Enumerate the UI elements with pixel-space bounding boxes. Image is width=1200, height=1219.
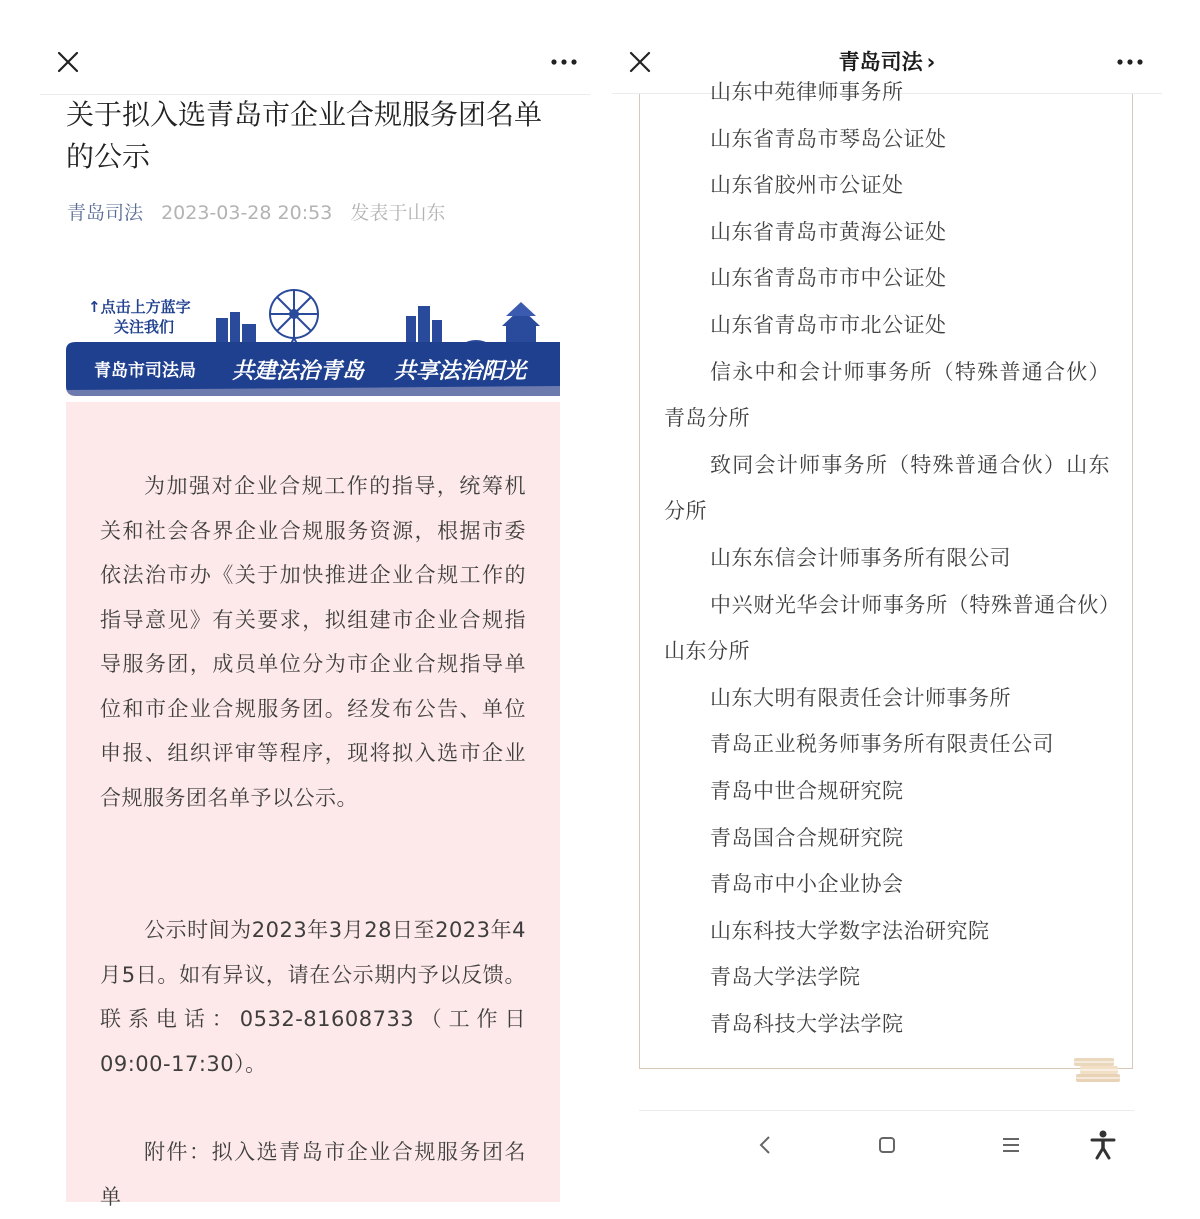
home-icon: [878, 1136, 896, 1154]
publish-time: 2023-03-28 20:53: [161, 202, 333, 224]
attachment-paragraph: 附件：拟入选青岛市企业合规服务团名单: [100, 1140, 526, 1209]
header-banner: [66, 286, 560, 396]
member-list-item: 山东省青岛市琴岛公证处: [710, 126, 947, 151]
article-meta: [67, 198, 445, 225]
nav-divider: [639, 1110, 1134, 1111]
member-list-item: 青岛中世合规研究院: [710, 778, 904, 803]
more-icon: [1116, 58, 1144, 66]
more-icon: [550, 58, 578, 66]
member-list-item: 山东省胶州市公证处: [710, 173, 904, 198]
member-list-item: 信永中和会计师事务所（特殊普通合伙）青岛分所: [664, 359, 1110, 431]
member-list-item: 山东中苑律师事务所: [710, 80, 904, 104]
article-pane-right: [612, 30, 1162, 1170]
home-button[interactable]: [870, 1128, 904, 1162]
back-button[interactable]: [748, 1128, 782, 1162]
member-list-item: 青岛市中小企业协会: [710, 872, 904, 897]
member-list-item: 中兴财光华会计师事务所（特殊普通合伙）山东分所: [664, 592, 1110, 664]
more-button[interactable]: [1110, 44, 1150, 80]
author-link[interactable]: 青岛司法: [67, 202, 144, 224]
accessibility-icon: [1090, 1130, 1116, 1160]
back-icon: [758, 1135, 772, 1155]
slogan-2: 共享法治阳光: [394, 358, 527, 384]
slogan-1: 共建法治青岛: [232, 358, 365, 384]
left-top-bar: [40, 30, 590, 94]
close-icon: [57, 51, 79, 73]
menu-button[interactable]: [994, 1128, 1028, 1162]
member-list-item: 青岛大学法学院: [710, 965, 861, 990]
member-list: [664, 69, 1110, 1047]
member-list-frame: [639, 80, 1133, 1069]
member-list-item: 山东科技大学数字法治研究院: [710, 918, 990, 943]
member-list-item: 山东省青岛市市中公证处: [710, 266, 947, 291]
member-list-item: 青岛正业税务师事务所有限责任公司: [710, 732, 1054, 757]
accessibility-button[interactable]: [1086, 1128, 1120, 1162]
member-list-item: 青岛科技大学法学院: [710, 1011, 904, 1036]
member-list-item: 山东东信会计师事务所有限公司: [710, 545, 1011, 570]
bureau-name: 青岛市司法局: [94, 361, 196, 381]
follow-tip-line2: 关注我们: [114, 318, 175, 336]
member-list-item: 青岛国合合规研究院: [710, 825, 904, 850]
article-title: 关于拟入选青岛市企业合规服务团名单的公示: [66, 98, 543, 173]
body-paragraph: 为加强对企业合规工作的指导，统筹机关和社会各界企业合规服务资源，根据市委依法治市办《关于加快推进企业合规工作的指导意见》有关要求，拟组建市企业合规指导服务团，成员单位分为市企业合规指导单位和市企业合规服务团。经发布公告、单位申报、组织评审等程序，现将拟入选市企业合规服务团名单予以公示。: [100, 474, 526, 810]
publish-location: 发表于山东: [350, 202, 446, 224]
follow-tip-line1: ↑点击上方蓝字: [88, 298, 191, 316]
member-list-item: 山东大明有限责任会计师事务所: [710, 685, 1011, 710]
article-pane-left: [40, 30, 590, 1209]
more-button[interactable]: [544, 44, 584, 80]
account-name: 青岛司法: [838, 50, 923, 74]
member-list-item: 致同会计师事务所（特殊普通合伙）山东分所: [664, 452, 1110, 524]
content-card: [66, 402, 560, 1209]
menu-icon: [1002, 1137, 1020, 1153]
member-list-item: 山东省青岛市黄海公证处: [710, 219, 947, 244]
books-icon: [1072, 1052, 1124, 1086]
chevron-right-icon: ›: [926, 50, 936, 74]
member-list-item: 山东省青岛市市北公证处: [710, 312, 947, 337]
close-button[interactable]: [48, 44, 88, 80]
body-paragraph: 公示时间为2023年3月28日至2023年4月5日。如有异议，请在公示期内予以反馈。联系电话：0532-81608733（工作日09:00-17:30）。: [100, 918, 526, 1076]
